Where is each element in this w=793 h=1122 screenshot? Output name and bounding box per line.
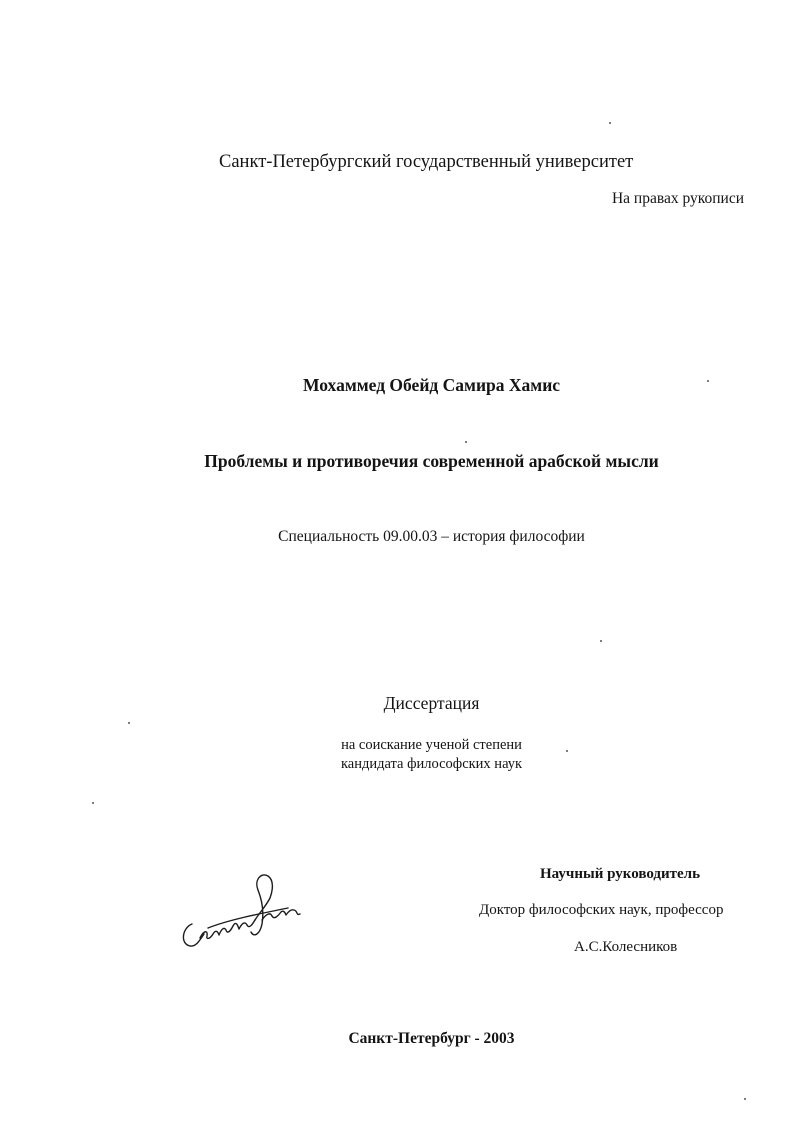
supervisor-label: Научный руководитель	[540, 866, 700, 882]
scan-speck	[128, 722, 130, 724]
scan-speck	[465, 441, 467, 443]
dissertation-title: Проблемы и противоречия современной арабской мысли	[204, 451, 659, 471]
signature-image	[178, 868, 303, 953]
scan-speck	[92, 802, 94, 804]
scan-speck	[609, 122, 611, 124]
scan-speck	[566, 750, 568, 752]
city-year: Санкт-Петербург - 2003	[348, 1030, 515, 1047]
work-type: Диссертация	[383, 693, 480, 713]
scan-speck	[744, 1098, 746, 1100]
author-name: Мохаммед Обейд Самира Хамис	[302, 375, 561, 395]
specialty-line: Специальность 09.00.03 – история философии	[278, 528, 585, 545]
scan-speck	[600, 640, 602, 642]
degree-line-1: на соискание ученой степени	[341, 737, 522, 753]
university-name: Санкт-Петербургский государственный университет	[219, 152, 634, 172]
supervisor-title: Доктор философских наук, профессор	[479, 902, 724, 918]
supervisor-name: А.С.Колесников	[574, 939, 678, 955]
degree-line-2: кандидата философских наук	[340, 756, 523, 772]
scan-speck	[707, 380, 709, 382]
manuscript-notice: На правах рукописи	[611, 190, 744, 207]
